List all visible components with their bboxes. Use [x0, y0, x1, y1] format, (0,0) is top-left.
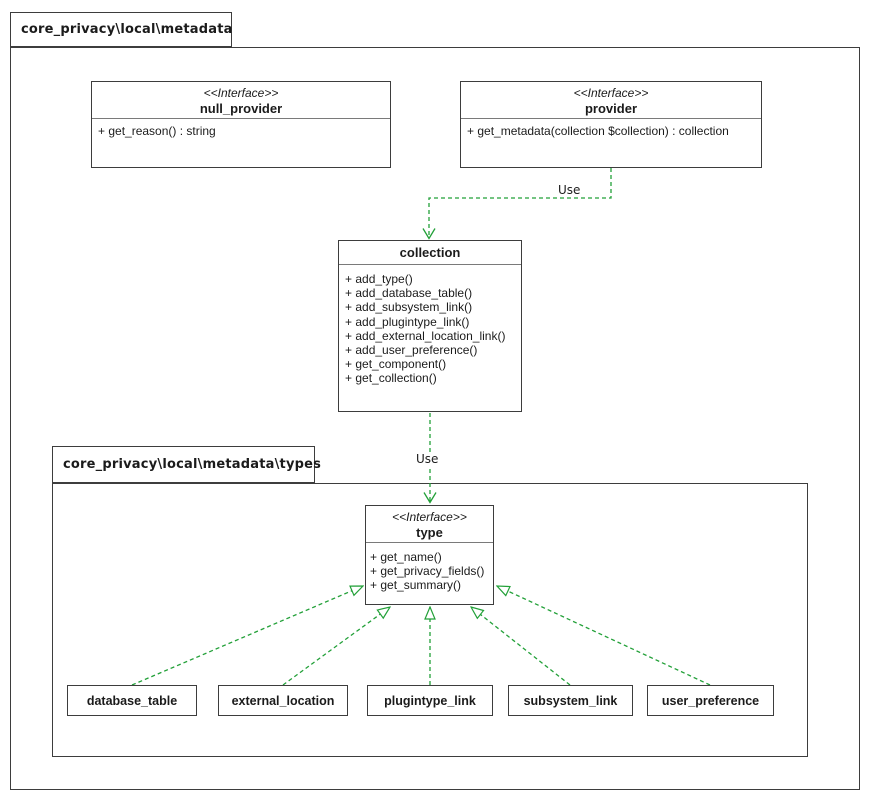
- class-name: type: [416, 525, 443, 540]
- method-row: + get_metadata(collection $collection) : collection: [467, 124, 729, 138]
- interface-type-header: [366, 506, 493, 543]
- class-name: plugintype_link: [384, 693, 476, 708]
- class-database-table: [67, 685, 197, 716]
- interface-null-provider-header: [92, 82, 390, 119]
- realization-edge-external-location: [283, 607, 390, 685]
- class-external-location: [218, 685, 348, 716]
- method-row: + add_type(): [345, 272, 413, 286]
- interface-provider-header: [461, 82, 761, 119]
- method-row: + add_plugintype_link(): [345, 314, 470, 329]
- class-subsystem-link: [508, 685, 633, 716]
- method-row: + add_database_table(): [345, 286, 473, 301]
- interface-type: [365, 505, 494, 605]
- class-name: collection: [399, 245, 461, 260]
- realization-edge-database-table: [132, 586, 363, 685]
- class-collection: [338, 240, 522, 412]
- interface-provider: [460, 81, 762, 168]
- package-outer-label: core_privacy\local\metadata: [21, 22, 233, 37]
- method-row: + add_external_location_link(): [345, 328, 506, 343]
- class-plugintype-link: [367, 685, 493, 716]
- method-row: + get_summary(): [370, 578, 462, 593]
- class-name: subsystem_link: [523, 693, 618, 708]
- class-user-preference: [647, 685, 774, 716]
- method-row: + get_reason() : string: [98, 124, 216, 138]
- class-name: database_table: [86, 693, 178, 708]
- class-name: user_preference: [661, 693, 760, 708]
- class-name: null_provider: [199, 101, 283, 116]
- realization-edge-subsystem-link: [471, 607, 570, 685]
- use-label-provider-collection: Use: [558, 183, 581, 197]
- class-name: external_location: [231, 693, 335, 708]
- method-row: + get_name(): [370, 550, 442, 564]
- method-row: + get_collection(): [345, 371, 437, 386]
- method-row: + add_subsystem_link(): [345, 300, 473, 315]
- method-row: + get_component(): [345, 357, 447, 372]
- stereotype-label: <<Interface>>: [203, 86, 279, 100]
- use-label-collection-type: Use: [416, 452, 439, 466]
- stereotype-label: <<Interface>>: [392, 510, 467, 524]
- stereotype-label: <<Interface>>: [573, 86, 649, 100]
- method-row: + get_privacy_fields(): [370, 564, 485, 579]
- interface-null-provider: [91, 81, 391, 168]
- dependency-edge-provider-collection: [429, 168, 611, 238]
- package-inner-label: core_privacy\local\metadata\types: [63, 457, 322, 472]
- class-collection-header: [339, 241, 521, 265]
- realization-edge-user-preference: [497, 586, 710, 685]
- class-name: provider: [584, 101, 637, 116]
- method-row: + add_user_preference(): [345, 343, 478, 358]
